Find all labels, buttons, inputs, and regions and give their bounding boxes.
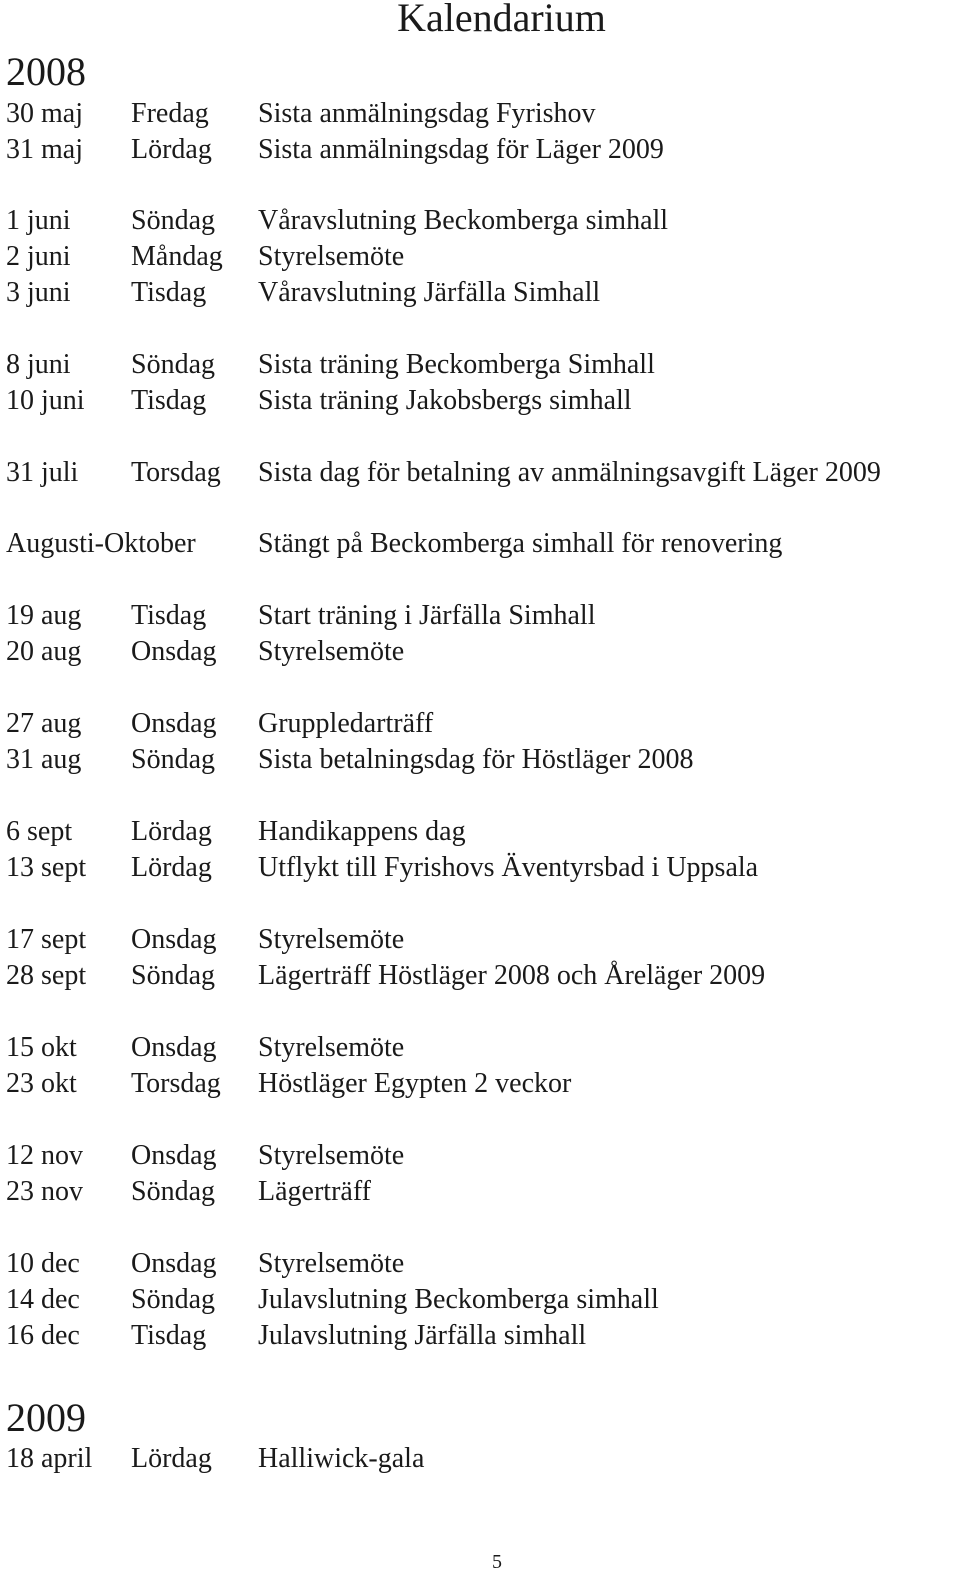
calendar-row xyxy=(0,1441,960,1477)
event-date: 8 juni xyxy=(6,349,71,380)
event-description: Styrelsemöte xyxy=(258,1248,405,1279)
event-weekday: Lördag xyxy=(131,852,212,883)
event-group xyxy=(0,814,960,886)
event-date: 12 nov xyxy=(6,1140,83,1171)
event-group xyxy=(0,1030,960,1102)
calendar-row xyxy=(0,526,960,562)
event-weekday: Måndag xyxy=(131,241,223,272)
event-group xyxy=(0,347,960,419)
event-description: Våravslutning Beckomberga simhall xyxy=(258,205,669,236)
event-description: Våravslutning Järfälla Simhall xyxy=(258,277,601,308)
event-description: Start träning i Järfälla Simhall xyxy=(258,600,596,631)
event-date: Augusti-Oktober xyxy=(6,528,196,559)
event-description: Styrelsemöte xyxy=(258,1140,405,1171)
calendar-row xyxy=(0,383,960,419)
event-weekday: Lördag xyxy=(131,1443,212,1474)
calendar-row xyxy=(0,1282,960,1318)
calendar-row xyxy=(0,132,960,168)
event-date: 13 sept xyxy=(6,852,87,883)
event-weekday: Torsdag xyxy=(131,457,221,488)
event-description: Sista dag för betalning av anmälningsavgift Läger 2009 xyxy=(258,457,881,488)
year-heading-2009: 2009 xyxy=(6,1395,86,1440)
event-weekday: Söndag xyxy=(131,1176,215,1207)
calendar-row xyxy=(0,455,960,491)
event-description: Styrelsemöte xyxy=(258,924,405,955)
calendar-row xyxy=(0,958,960,994)
calendar-row xyxy=(0,1066,960,1102)
event-description: Julavslutning Järfälla simhall xyxy=(258,1320,587,1351)
event-date: 19 aug xyxy=(6,600,82,631)
event-group xyxy=(0,526,960,562)
calendar-row xyxy=(0,1246,960,1282)
calendar-row xyxy=(0,598,960,634)
page-number: 5 xyxy=(492,1551,502,1573)
event-date: 15 okt xyxy=(6,1032,77,1063)
event-weekday: Onsdag xyxy=(131,636,217,667)
calendar-row xyxy=(0,239,960,275)
event-date: 3 juni xyxy=(6,277,71,308)
event-date: 1 juni xyxy=(6,205,71,236)
event-description: Utflykt till Fyrishovs Äventyrsbad i Uppsala xyxy=(258,852,759,883)
event-date: 6 sept xyxy=(6,816,73,847)
event-description: Halliwick-gala xyxy=(258,1443,425,1474)
event-date: 23 okt xyxy=(6,1068,77,1099)
event-date: 2 juni xyxy=(6,241,71,272)
event-group xyxy=(0,203,960,311)
calendar-row xyxy=(0,814,960,850)
calendar-row xyxy=(0,203,960,239)
event-date: 10 dec xyxy=(6,1248,80,1279)
event-group xyxy=(0,706,960,778)
event-weekday: Söndag xyxy=(131,960,215,991)
event-group xyxy=(0,1138,960,1210)
event-group xyxy=(0,1441,960,1477)
event-description: Stängt på Beckomberga simhall för renovering xyxy=(258,528,783,559)
event-date: 18 april xyxy=(6,1443,93,1474)
event-date: 31 aug xyxy=(6,744,82,775)
event-weekday: Tisdag xyxy=(131,600,207,631)
event-weekday: Lördag xyxy=(131,134,212,165)
event-description: Styrelsemöte xyxy=(258,636,405,667)
event-description: Sista träning Beckomberga Simhall xyxy=(258,349,655,380)
event-weekday: Onsdag xyxy=(131,1140,217,1171)
event-weekday: Torsdag xyxy=(131,1068,221,1099)
event-date: 20 aug xyxy=(6,636,82,667)
event-weekday: Fredag xyxy=(131,98,209,129)
event-group xyxy=(0,1246,960,1354)
calendar-row xyxy=(0,634,960,670)
event-description: Sista anmälningsdag för Läger 2009 xyxy=(258,134,664,165)
event-description: Styrelsemöte xyxy=(258,241,405,272)
event-weekday: Söndag xyxy=(131,349,215,380)
event-group xyxy=(0,922,960,994)
page-title: Kalendarium xyxy=(397,0,606,40)
event-date: 10 juni xyxy=(6,385,85,416)
event-weekday: Söndag xyxy=(131,744,215,775)
event-weekday: Söndag xyxy=(131,205,215,236)
event-weekday: Onsdag xyxy=(131,708,217,739)
event-date: 14 dec xyxy=(6,1284,80,1315)
calendar-row xyxy=(0,922,960,958)
event-description: Gruppledarträff xyxy=(258,708,434,739)
event-weekday: Tisdag xyxy=(131,385,207,416)
calendar-row xyxy=(0,742,960,778)
calendar-row xyxy=(0,850,960,886)
event-date: 17 sept xyxy=(6,924,87,955)
event-description: Julavslutning Beckomberga simhall xyxy=(258,1284,659,1315)
event-description: Styrelsemöte xyxy=(258,1032,405,1063)
event-weekday: Tisdag xyxy=(131,277,207,308)
event-weekday: Tisdag xyxy=(131,1320,207,1351)
year-heading-2008: 2008 xyxy=(6,49,86,94)
event-group xyxy=(0,598,960,670)
event-description: Sista anmälningsdag Fyrishov xyxy=(258,98,596,129)
event-date: 31 maj xyxy=(6,134,83,165)
event-group xyxy=(0,96,960,168)
event-weekday: Onsdag xyxy=(131,1032,217,1063)
event-weekday: Lördag xyxy=(131,816,212,847)
event-description: Höstläger Egypten 2 veckor xyxy=(258,1068,572,1099)
calendar-row xyxy=(0,1318,960,1354)
event-date: 16 dec xyxy=(6,1320,80,1351)
event-weekday: Söndag xyxy=(131,1284,215,1315)
calendar-row xyxy=(0,275,960,311)
event-date: 31 juli xyxy=(6,457,79,488)
event-description: Lägerträff xyxy=(258,1176,371,1207)
event-date: 30 maj xyxy=(6,98,83,129)
event-description: Sista betalningsdag för Höstläger 2008 xyxy=(258,744,694,775)
event-description: Handikappens dag xyxy=(258,816,466,847)
event-group xyxy=(0,455,960,491)
event-weekday: Onsdag xyxy=(131,924,217,955)
calendar-row xyxy=(0,1138,960,1174)
calendar-row xyxy=(0,1030,960,1066)
event-date: 27 aug xyxy=(6,708,82,739)
calendar-row xyxy=(0,1174,960,1210)
calendar-row xyxy=(0,706,960,742)
calendar-row xyxy=(0,96,960,132)
event-date: 23 nov xyxy=(6,1176,83,1207)
calendar-row xyxy=(0,347,960,383)
event-weekday: Onsdag xyxy=(131,1248,217,1279)
event-date: 28 sept xyxy=(6,960,87,991)
event-description: Sista träning Jakobsbergs simhall xyxy=(258,385,632,416)
event-description: Lägerträff Höstläger 2008 och Åreläger 2009 xyxy=(258,960,766,991)
